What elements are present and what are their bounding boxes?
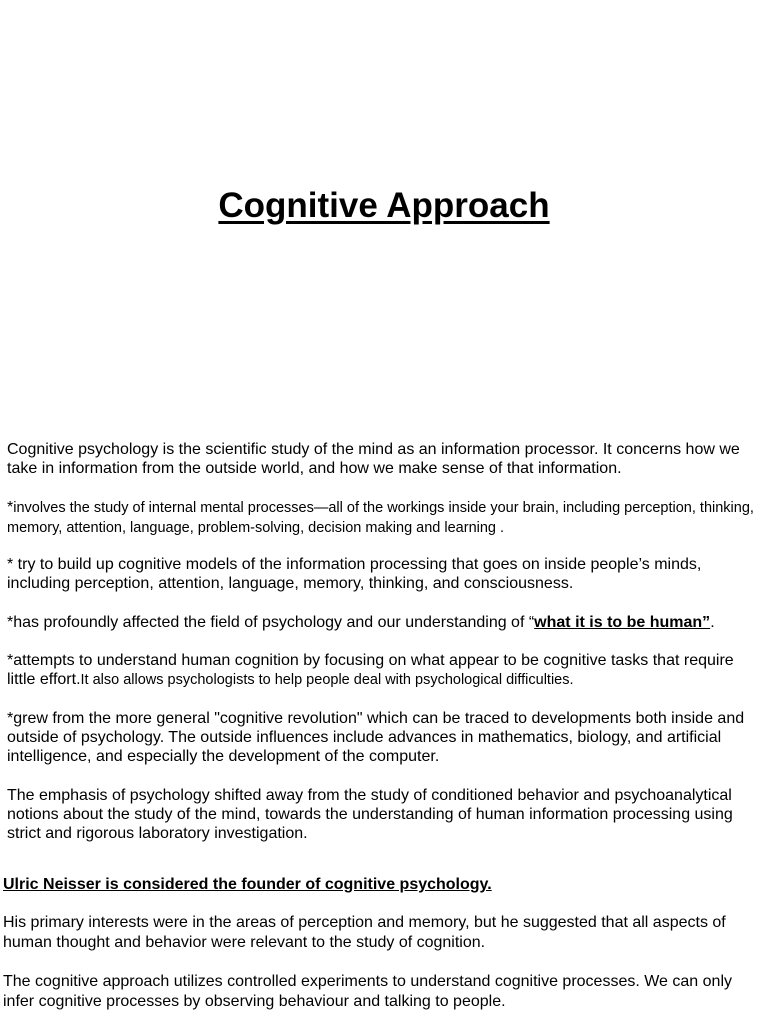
bullet-profound-effect (7, 613, 759, 632)
emphasis-shift-paragraph (7, 786, 759, 843)
bullet-profound-effect-end: . (710, 614, 715, 631)
page-title: Cognitive Approach (218, 186, 550, 225)
bullet-internal-processes (7, 498, 759, 538)
bullet-attempts-small-text: It also allows psychologists to help people deal with psychological difficulties. (80, 672, 574, 688)
interests-paragraph: His primary interests were in the areas of perception and memory, but he suggested that all aspects of human thought and behavior were relevant to the study of cognition. (3, 914, 726, 951)
emphasis-shift-text: The emphasis of psychology shifted away from the study of conditioned behavior and psychoanalytical notions about the study of the mind, towards the understanding of human information processing using strict and rigorous laboratory investigation. (7, 787, 733, 842)
intro-text: Cognitive psychology is the scientific study of the mind as an information processor. It concerns how we take in information from the outside world, and how we make sense of that information. (7, 441, 740, 477)
founder-heading: Ulric Neisser is considered the founder of cognitive psychology. (3, 876, 492, 893)
bullet-star: * (7, 499, 14, 516)
emphasis-human-phrase: what it is to be human” (534, 614, 711, 631)
bullet-profound-effect-text: *has profoundly affected the field of psychology and our understanding of “ (7, 614, 535, 631)
bullet-attempts (7, 651, 759, 690)
bullet-cognitive-models-text: * try to build up cognitive models of the information processing that goes on inside people’s minds, including perception, attention, language, memory, thinking, and consciousness. (7, 556, 702, 592)
bullet-attempts-text: *attempts to understand human cognition by focusing on what appear to be cognitive tasks that require little effort. (7, 652, 734, 688)
bullet-cognitive-models (7, 555, 759, 593)
intro-paragraph (7, 440, 759, 478)
bullet-cognitive-revolution-text: *grew from the more general "cognitive revolution" which can be traced to developments both inside and outside of psychology. The outside influences include advances in mathematics, biology, and artificial intelligence, and especially the development of the computer. (7, 710, 745, 765)
experiments-paragraph: The cognitive approach utilizes controlled experiments to understand cognitive processes. We can only infer cognitive processes by observing behaviour and talking to people. (3, 973, 732, 1010)
bullet-internal-processes-text: involves the study of internal mental processes—all of the workings inside your brain, including perception, thinking, memory, attention, language, problem-solving, decision making and learning . (7, 500, 754, 536)
bullet-cognitive-revolution (7, 709, 759, 766)
